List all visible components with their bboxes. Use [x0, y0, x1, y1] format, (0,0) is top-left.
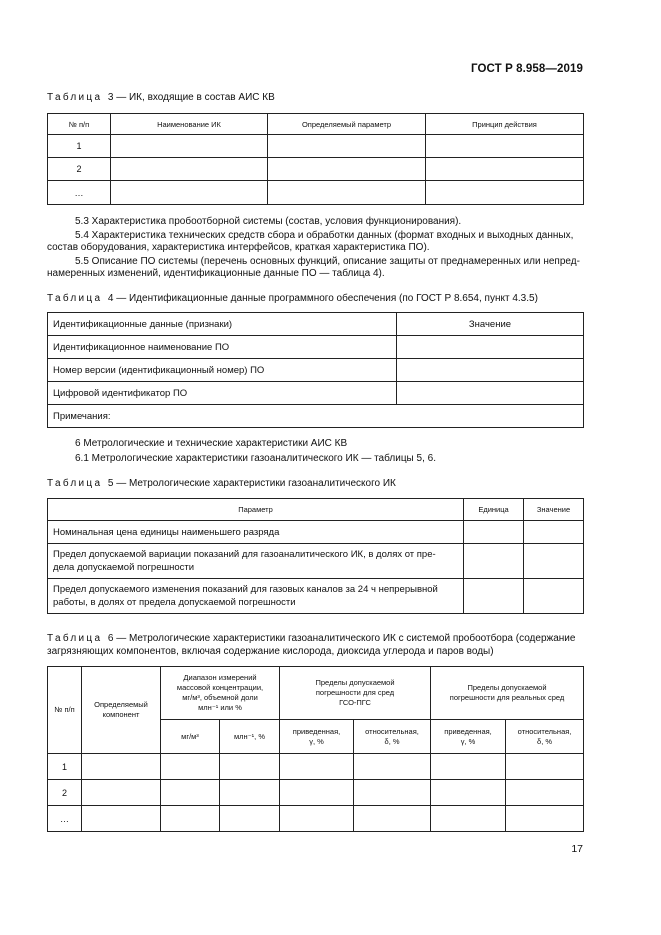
table4-note-row: [48, 405, 584, 428]
section-5-3: 5.3 Характеристика пробоотборной системы (состав, условия функционирования).: [75, 216, 462, 227]
header-line: погрешности для реальных сред: [449, 693, 565, 702]
table6-sub-mln: млн⁻¹, %: [220, 720, 280, 754]
header-line: массовой концентрации,: [176, 683, 264, 692]
header-line: приведенная,: [444, 726, 492, 736]
table5-caption: [47, 478, 396, 489]
header-line: Определяемый: [94, 700, 148, 709]
table5-caption-label: Таблица: [47, 478, 103, 489]
header-line: млн⁻¹ или %: [198, 703, 242, 712]
table6-caption-line1: 6 — Метрологические характеристики газоаналитического ИК с системой пробоотбора (содержание: [107, 633, 576, 644]
table-row: [48, 135, 584, 158]
table3-col-param: Определяемый параметр: [268, 114, 426, 135]
row-label-line: Предел допускаемой вариации показаний для газоаналитического ИК, в долях от пре-: [53, 549, 436, 560]
table6-sub-real-reduced: [431, 720, 506, 754]
row-label-line: работы, в долях от предела допускаемой погрешности: [53, 597, 296, 608]
row-number: …: [48, 806, 82, 832]
header-line: δ, %: [384, 736, 400, 746]
table6-col-num: № п/п: [48, 667, 82, 754]
table3-header-row: [48, 114, 584, 135]
table4-note: Примечания:: [48, 405, 584, 428]
header-line: приведенная,: [292, 726, 341, 736]
table5-col-unit: Единица: [464, 499, 524, 521]
row-label: Идентификационное наименование ПО: [48, 336, 397, 359]
header-line: мг/м³, объемной доли: [182, 693, 258, 702]
table3-caption-label: Таблица: [47, 92, 103, 103]
row-label: Цифровой идентификатор ПО: [48, 382, 397, 405]
section-5-5-line2: намеренных изменений, идентификационные данные ПО — таблица 4).: [47, 268, 385, 279]
row-label: [48, 544, 464, 579]
page-number: 17: [571, 843, 583, 855]
table4-caption-text: 4 — Идентификационные данные программного обеспечения (по ГОСТ Р 8.654, пункт 4.3.5): [107, 293, 538, 304]
row-label: Номинальная цена единицы наименьшего разряда: [48, 521, 464, 544]
row-number: 1: [48, 754, 82, 780]
table5: [47, 498, 584, 614]
header-line: γ, %: [460, 736, 476, 746]
table3-caption: [47, 92, 275, 103]
table4: [47, 312, 584, 428]
table-row: [48, 359, 584, 382]
table4-caption: [47, 293, 538, 304]
table6-caption: [47, 633, 575, 644]
table3-caption-text: 3 — ИК, входящие в состав АИС КВ: [107, 92, 275, 103]
section-6-title: 6 Метрологические и технические характеристики АИС КВ: [75, 438, 348, 449]
document-code: ГОСТ Р 8.958—2019: [471, 63, 583, 75]
table3-col-name: Наименование ИК: [111, 114, 268, 135]
table-row: [48, 754, 584, 780]
table-row: [48, 336, 584, 359]
header-line: относительная,: [517, 726, 572, 736]
table6: [47, 666, 584, 832]
table-row: [48, 181, 584, 205]
table6-caption-line2: загрязняющих компонентов, включая содержание кислорода, диоксида углерода и паров воды): [47, 646, 494, 657]
header-line: γ, %: [309, 736, 324, 746]
header-line: Диапазон измерений: [183, 673, 257, 682]
table6-col-gso: [280, 667, 431, 720]
table6-sub-mg: мг/м³: [161, 720, 220, 754]
table-row: [48, 579, 584, 614]
header-line: Пределы допускаемой: [467, 683, 547, 692]
table5-header-row: [48, 499, 584, 521]
table4-header-row: [48, 313, 584, 336]
table6-header-row: [48, 667, 584, 720]
table3: [47, 113, 584, 205]
table5-col-param: Параметр: [48, 499, 464, 521]
header-line: погрешности для сред: [315, 688, 395, 697]
table-row: [48, 780, 584, 806]
section-5-4-line2: состав оборудования, характеристика интерфейсов, краткая характеристика ПО).: [47, 242, 430, 253]
table-row: [48, 382, 584, 405]
row-number: 1: [48, 135, 111, 158]
table4-col-value: Значение: [397, 313, 584, 336]
row-label-line: дела допускаемой погрешности: [53, 562, 195, 573]
header-line: ГСО-ПГС: [339, 698, 371, 707]
table4-caption-label: Таблица: [47, 293, 103, 304]
row-number: 2: [48, 158, 111, 181]
header-line: Пределы допускаемой: [315, 678, 395, 687]
row-number: 2: [48, 780, 82, 806]
table3-col-num: № п/п: [48, 114, 111, 135]
table5-caption-text: 5 — Метрологические характеристики газоаналитического ИК: [107, 478, 396, 489]
table6-col-real: [431, 667, 584, 720]
table-row: [48, 544, 584, 579]
table6-col-component: [82, 667, 161, 754]
table5-col-value: Значение: [524, 499, 584, 521]
row-number: …: [48, 181, 111, 205]
header-line: компонент: [102, 710, 140, 719]
table6-col-range: [161, 667, 280, 720]
table3-col-principle: Принцип действия: [426, 114, 584, 135]
table4-col-id: Идентификационные данные (признаки): [48, 313, 397, 336]
row-label: Номер версии (идентификационный номер) ПО: [48, 359, 397, 382]
section-5-4-line1: 5.4 Характеристика технических средств сбора и обработки данных (формат входных и выходных данных,: [75, 230, 574, 241]
table6-sub-real-relative: [506, 720, 584, 754]
table6-sub-gso-reduced: [280, 720, 354, 754]
section-6-1: 6.1 Метрологические характеристики газоаналитического ИК — таблицы 5, 6.: [75, 453, 436, 464]
section-5-5-line1: 5.5 Описание ПО системы (перечень основных функций, описание защиты от преднамеренных или непред-: [75, 256, 580, 267]
row-label: [48, 579, 464, 614]
header-line: δ, %: [537, 736, 553, 746]
table-row: [48, 158, 584, 181]
row-label-line: Предел допускаемого изменения показаний для газовых каналов за 24 ч непрерывной: [53, 584, 438, 595]
table-row: [48, 806, 584, 832]
table-row: [48, 521, 584, 544]
table6-caption-label: Таблица: [47, 633, 103, 644]
header-line: относительная,: [365, 726, 419, 736]
table6-sub-gso-relative: [354, 720, 431, 754]
